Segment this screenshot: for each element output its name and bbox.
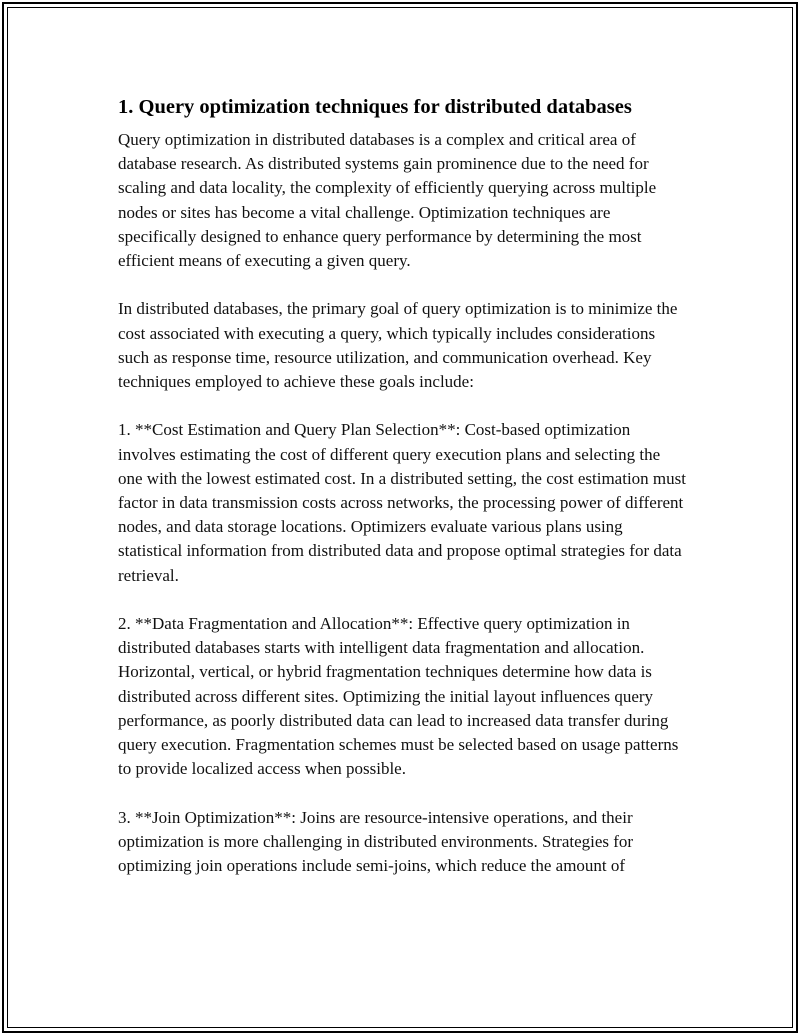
join-optimization-paragraph: 3. **Join Optimization**: Joins are resource-intensive operations, and their optimization is more challenging in distributed environments. Strategies for optimizing join operations include semi-joins, which reduce the amount of <box>118 807 634 876</box>
fragmentation-paragraph: 2. **Data Fragmentation and Allocation**: Effective query optimization in distributed databases starts with intelligent data fragmentation and allocation. Horizontal, vertical, or hybrid fragmentation techniques determine how data is distributed across different sites. Optimizing the initial layout influences query performance, as poorly distributed data can lead to increased data transfer during query execution. Fragmentation schemes must be selected based on usage patterns to provide localized access when possible. <box>118 614 679 779</box>
document-body <box>118 94 688 902</box>
intro-paragraph: Query optimization in distributed databases is a complex and critical area of database research. As distributed systems gain prominence due to the need for scaling and data locality, the complexity of efficiently querying across multiple nodes or sites has become a vital challenge. Optimization techniques are specifically designed to enhance query performance by determining the most efficient means of executing a given query. <box>118 130 657 271</box>
cost-estimation-paragraph: 1. **Cost Estimation and Query Plan Selection**: Cost-based optimization involves estimating the cost of different query execution plans and selecting the one with the lowest estimated cost. In a distributed setting, the cost estimation must factor in data transmission costs across networks, the processing power of different nodes, and data storage locations. Optimizers evaluate various plans using statistical information from distributed data and propose optimal strategies for data retrieval. <box>118 420 686 585</box>
goal-paragraph: In distributed databases, the primary goal of query optimization is to minimize the cost associated with executing a query, which typically includes considerations such as response time, resource utilization, and communication overhead. Key techniques employed to achieve these goals include: <box>118 299 678 392</box>
section-heading: 1. Query optimization techniques for distributed databases <box>118 96 632 118</box>
